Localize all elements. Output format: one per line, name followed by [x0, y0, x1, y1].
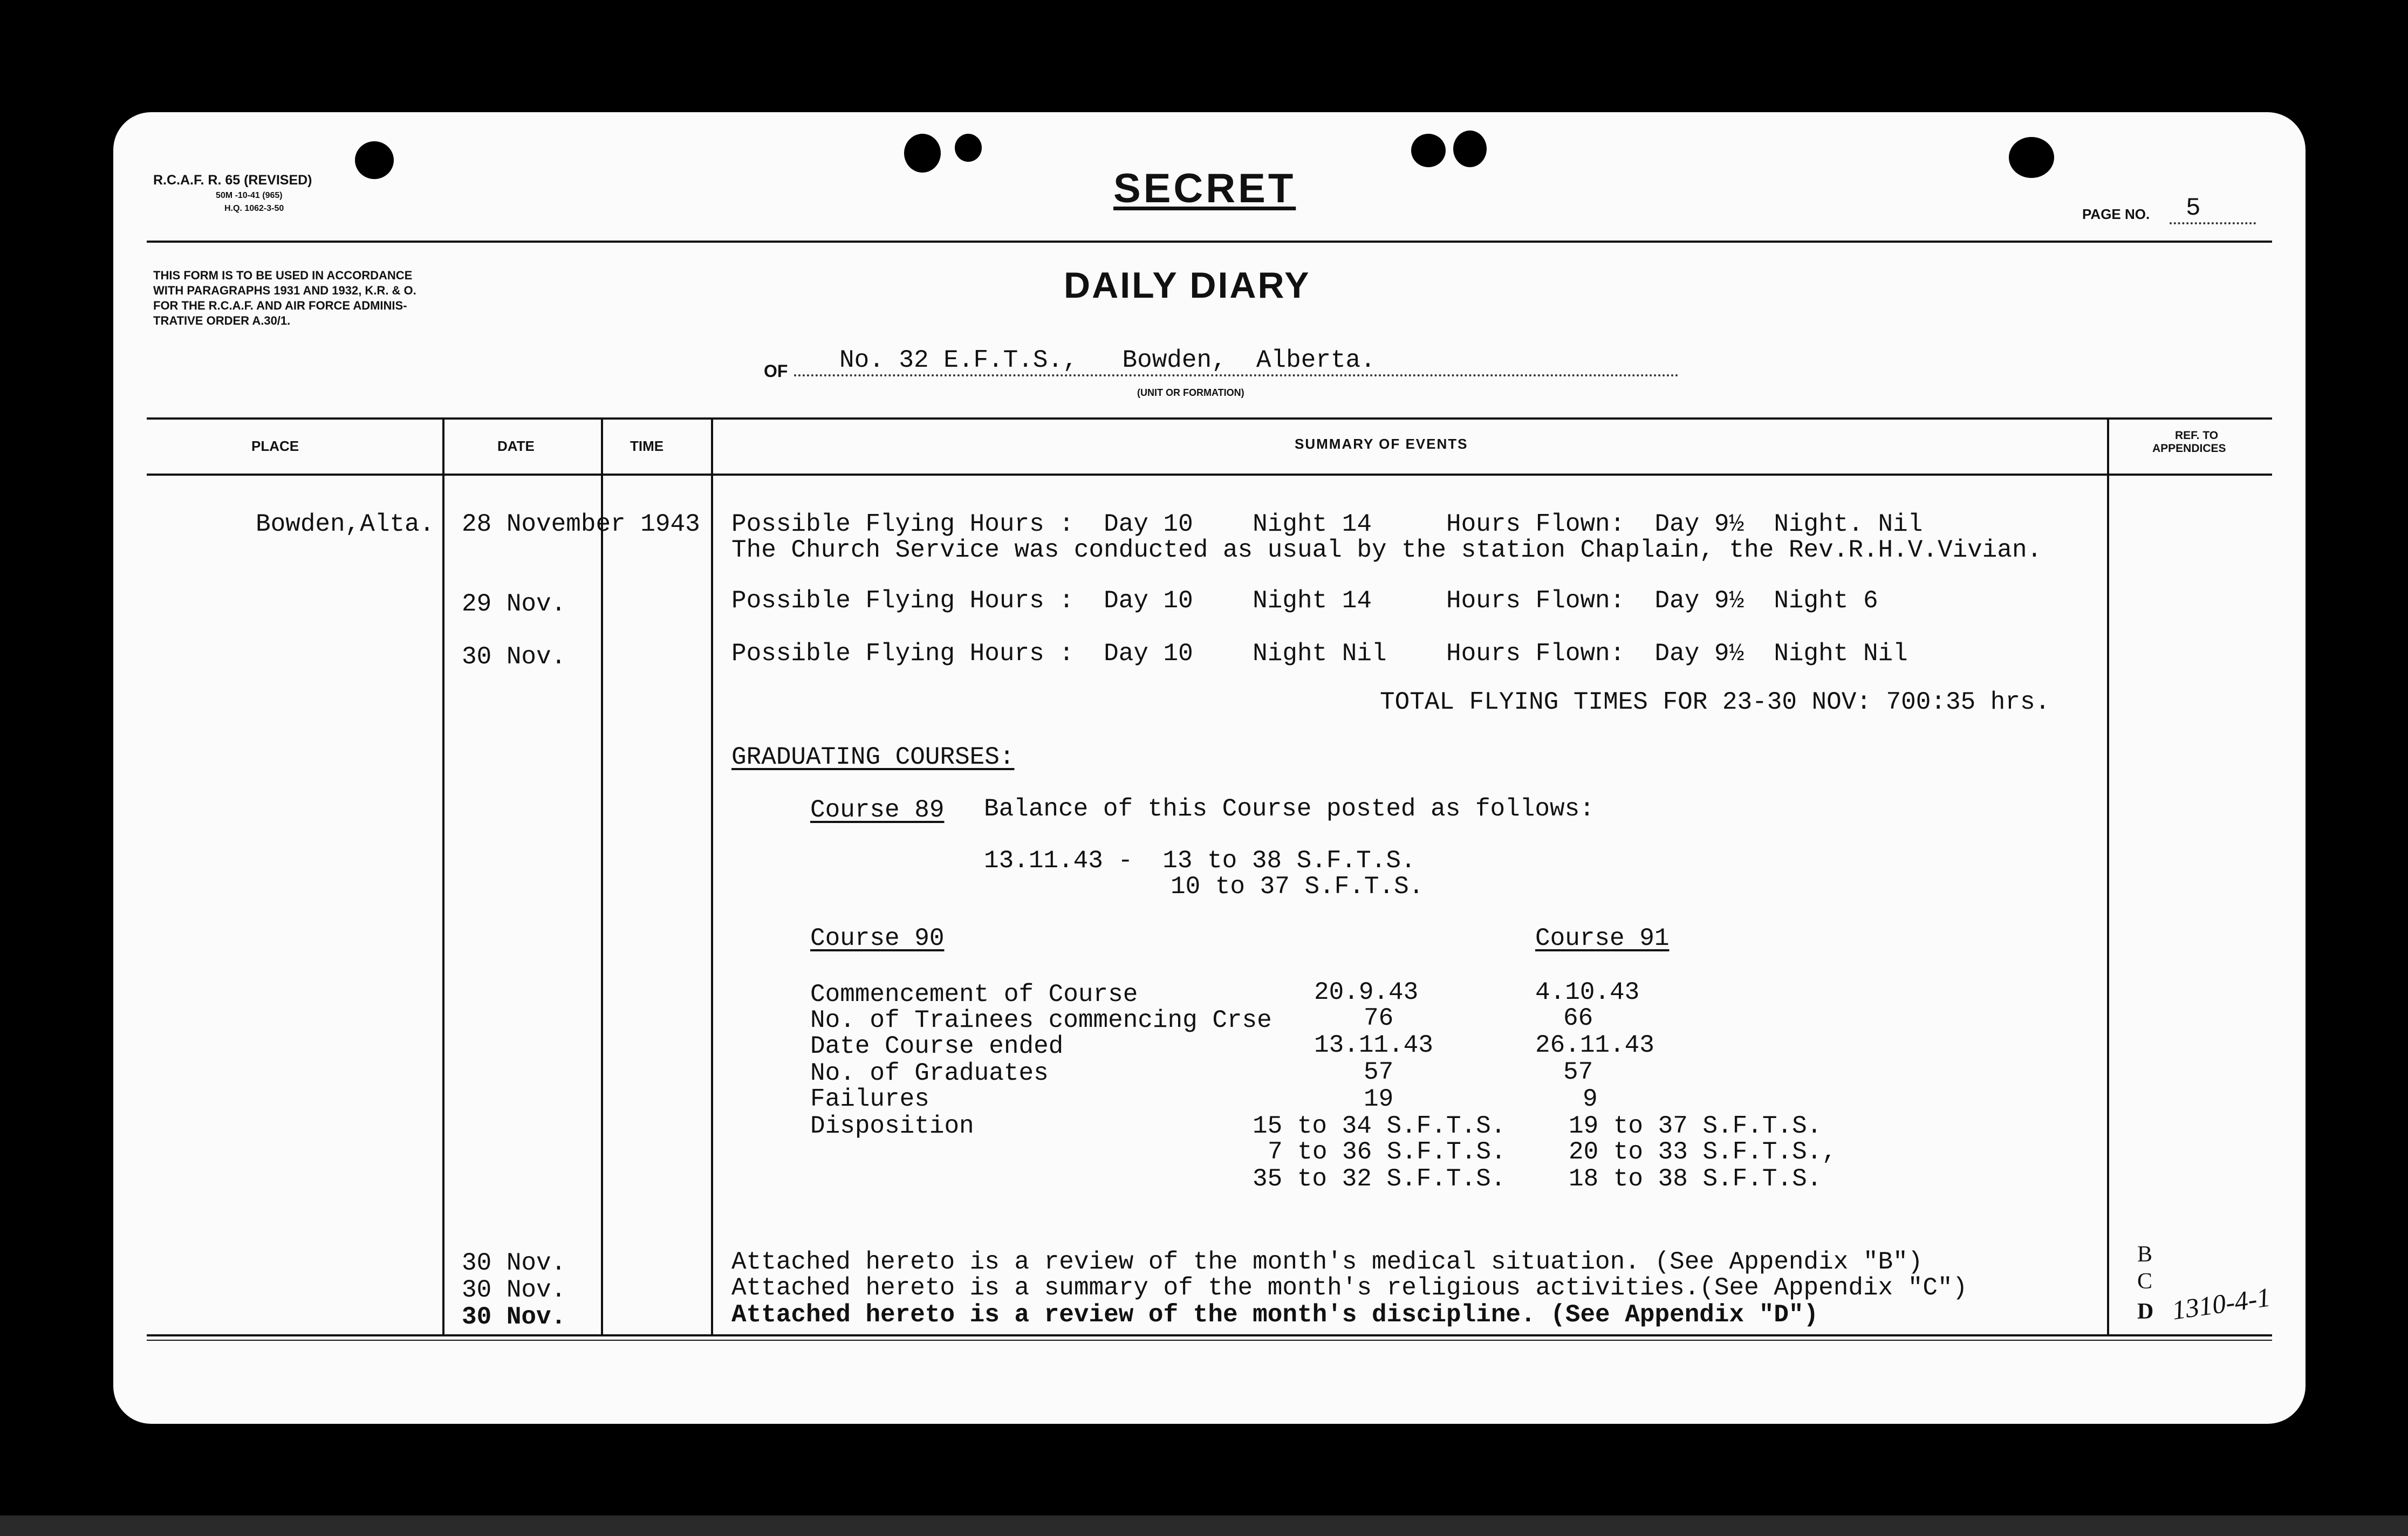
table-bottom-rule: [147, 1334, 2272, 1336]
course-89-posting: 10 to 37 S.F.T.S.: [1171, 873, 1424, 901]
form-print-code: 50M -10-41 (965): [216, 191, 283, 200]
church-service-note: The Church Service was conducted as usual by the station Chaplain, the Rev.R.H.V.Vivian.: [731, 536, 2042, 564]
form-instruction-line: FOR THE R.C.A.F. AND AIR FORCE ADMINIS-: [153, 299, 407, 312]
flying-hours-29-nov: Possible Flying Hours : Day 10 Night 14 Hours Flown: Day 9½ Night 6: [731, 587, 1878, 615]
course-91-label: Course 91: [1535, 924, 1670, 952]
col-divider-place: [442, 417, 444, 1334]
stats-label: No. of Trainees commencing Crse: [810, 1006, 1272, 1034]
form-instruction-line: WITH PARAGRAPHS 1931 AND 1932, K.R. & O.: [153, 284, 416, 297]
col-divider-time: [711, 417, 713, 1334]
page-label: PAGE NO.: [2082, 206, 2150, 222]
of-label: OF: [764, 361, 788, 381]
total-flying-times: TOTAL FLYING TIMES FOR 23-30 NOV: 700:35 hrs.: [1380, 688, 2050, 716]
stats-c90: 20.9.43: [1314, 978, 1419, 1006]
appendix-text: Attached hereto is a review of the month's medical situation. (See Appendix "B"): [731, 1248, 1923, 1276]
stats-c91: 57: [1563, 1058, 1593, 1086]
stats-label: Commencement of Course: [810, 980, 1138, 1009]
stats-c91: 9: [1583, 1085, 1598, 1113]
appendix-text: Attached hereto is a summary of the month's religious activities.(See Appendix "C"): [731, 1274, 1968, 1302]
punch-hole: [1453, 131, 1487, 167]
punch-hole: [1411, 134, 1446, 167]
stats-c90: 35 to 32 S.F.T.S.: [1253, 1165, 1506, 1193]
diary-title: DAILY DIARY: [1064, 265, 1311, 306]
unit-caption: (UNIT OR FORMATION): [1137, 387, 1244, 398]
col-header-ref-1: REF. TO: [2175, 429, 2219, 442]
stats-c91: 4.10.43: [1535, 978, 1640, 1006]
stats-c90: 7 to 36 S.F.T.S.: [1268, 1138, 1506, 1166]
punch-hole: [955, 134, 982, 162]
appendix-date: 30 Nov.: [462, 1303, 566, 1331]
table-head-rule: [147, 474, 2272, 476]
place-entry: Bowden,Alta.: [256, 510, 435, 538]
stats-label: No. of Graduates: [810, 1059, 1049, 1087]
col-header-time: TIME: [630, 438, 664, 454]
col-divider-summary: [2107, 417, 2109, 1334]
appendix-date: 30 Nov.: [462, 1249, 566, 1277]
col-header-place: PLACE: [251, 438, 299, 454]
appendix-ref: C: [2137, 1269, 2153, 1294]
stats-c91: 66: [1563, 1004, 1593, 1032]
col-header-ref-2: APPENDICES: [2152, 442, 2226, 455]
stats-c90: 57: [1364, 1058, 1394, 1086]
header-rule: [147, 241, 2272, 243]
appendix-ref: B: [2137, 1242, 2153, 1267]
date-28-nov: 28 November 1943: [462, 510, 700, 538]
date-30-nov: 30 Nov.: [462, 643, 566, 671]
course-90-label: Course 90: [810, 924, 945, 952]
graduating-heading: GRADUATING COURSES:: [731, 743, 1015, 771]
stats-label: Date Course ended: [810, 1032, 1064, 1060]
stats-c90: 13.11.43: [1314, 1031, 1433, 1059]
page-number-line: [2170, 222, 2256, 224]
course-89-text: Balance of this Course posted as follows:: [984, 795, 1595, 823]
form-instruction-line: THIS FORM IS TO BE USED IN ACCORDANCE: [153, 269, 413, 282]
stats-c90: 19: [1364, 1085, 1394, 1113]
appendix-text: Attached hereto is a review of the month's discipline. (See Appendix "D"): [731, 1301, 1819, 1329]
table-top-rule: [147, 417, 2272, 420]
punch-hole: [355, 141, 394, 179]
unit-line: [794, 374, 1679, 376]
table-bottom-rule-2: [147, 1340, 2272, 1341]
col-header-date: DATE: [497, 438, 535, 454]
stats-c91: 18 to 38 S.F.T.S.: [1569, 1165, 1822, 1193]
handwritten-file-number: 1310-4-1: [2170, 1281, 2273, 1326]
film-strip: [0, 1516, 2408, 1536]
col-header-summary: SUMMARY OF EVENTS: [1295, 436, 1468, 452]
flying-hours-30-nov: Possible Flying Hours : Day 10 Night Nil Hours Flown: Day 9½ Night Nil: [731, 640, 1908, 668]
classification-stamp: SECRET: [1113, 166, 1296, 211]
course-89-label: Course 89: [810, 796, 945, 824]
page-number: 5: [2186, 194, 2201, 222]
form-code: R.C.A.F. R. 65 (REVISED): [153, 173, 312, 188]
date-29-nov: 29 Nov.: [462, 590, 566, 618]
stats-c91: 19 to 37 S.F.T.S.: [1569, 1112, 1822, 1140]
col-divider-date: [601, 417, 603, 1334]
punch-hole: [904, 134, 941, 173]
appendix-date: 30 Nov.: [462, 1276, 566, 1304]
diary-card: [113, 112, 2306, 1424]
stats-c91: 26.11.43: [1535, 1031, 1654, 1059]
punch-hole: [2009, 137, 2054, 178]
stats-c91: 20 to 33 S.F.T.S.,: [1569, 1138, 1837, 1166]
stats-c90: 76: [1364, 1004, 1394, 1032]
stats-label: Disposition: [810, 1112, 974, 1140]
appendix-ref: D: [2137, 1299, 2154, 1324]
course-89-posting: 13.11.43 - 13 to 38 S.F.T.S.: [984, 847, 1416, 875]
stats-label: Failures: [810, 1085, 929, 1113]
unit-name: No. 32 E.F.T.S., Bowden, Alberta.: [839, 346, 1376, 374]
form-hq-code: H.Q. 1062-3-50: [224, 204, 284, 213]
form-instruction-line: TRATIVE ORDER A.30/1.: [153, 314, 291, 327]
flying-hours-28-nov: Possible Flying Hours : Day 10 Night 14 Hours Flown: Day 9½ Night. Nil: [731, 510, 1923, 538]
stats-c90: 15 to 34 S.F.T.S.: [1253, 1112, 1506, 1140]
